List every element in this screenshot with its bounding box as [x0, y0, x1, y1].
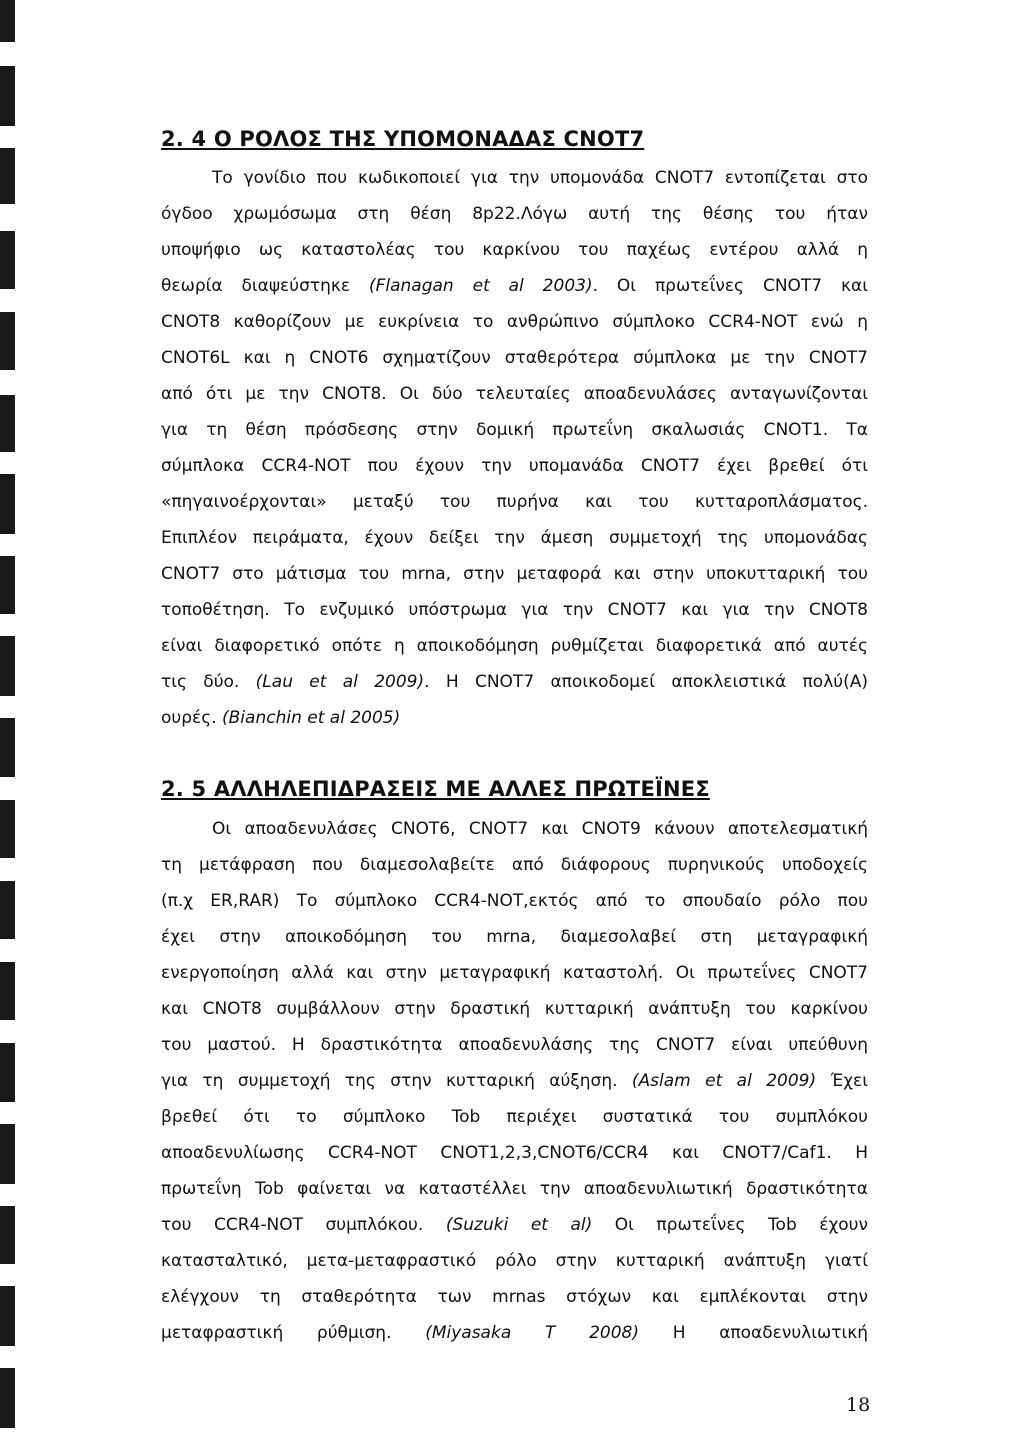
citation: (Flanagan et al 2003) — [368, 276, 593, 296]
paragraph-line: πρωτεΐνη Tob φαίνεται να καταστέλλει την αποαδενυλιωτική δραστικότητα — [161, 1179, 868, 1199]
binding-mark — [0, 1124, 15, 1184]
binding-mark — [0, 556, 15, 614]
paragraph-line: «πηγαινοέρχονται» μεταξύ του πυρήνα και του κυτταροπλάσματος. — [161, 492, 868, 512]
section-heading-cnot7: 2. 4 Ο ΡΟΛΟΣ ΤΗΣ ΥΠΟΜΟΝΑΔΑΣ CNOT7 — [161, 127, 645, 151]
paragraph-line: CNOT7 στο μάτισμα του mrna, στην μεταφορά και στην υποκυτταρική του — [161, 564, 868, 584]
paragraph-line: ουρές. (Bianchin et al 2005) — [161, 708, 401, 728]
paragraph-line: τοποθέτηση. Το ενζυμικό υπόστρωμα για την CNOT7 και για την CNOT8 — [161, 600, 868, 620]
binding-strip — [0, 0, 20, 1447]
paragraph-line: CNOT6L και η CNOT6 σχηματίζουν σταθερότερα σύμπλοκα με την CNOT7 — [161, 348, 868, 368]
binding-mark — [0, 1043, 15, 1102]
citation: (Lau et al 2009) — [255, 672, 425, 692]
paragraph-line: αποαδενυλίωσης CCR4-NOT CNOT1,2,3,CNOT6/CCR4 και CNOT7/Caf1. Η — [161, 1143, 868, 1163]
binding-mark — [0, 881, 15, 939]
binding-mark — [0, 636, 15, 696]
paragraph-line: (π.χ ER,RAR) Το σύμπλοκο CCR4-NOT,εκτός από το σπουδαίο ρόλο που — [161, 891, 868, 911]
paragraph-line: είναι διαφορετικό οπότε η αποικοδόμηση ρυθμίζεται διαφορετικά από αυτές — [161, 636, 868, 656]
binding-mark — [0, 395, 15, 452]
paragraph-line: για τη συμμετοχή της στην κυτταρική αύξηση. (Aslam et al 2009) Έχει — [161, 1071, 868, 1091]
paragraph-line: και CNOT8 συμβάλλουν στην δραστική κυτταρική ανάπτυξη του καρκίνου — [161, 999, 868, 1019]
binding-mark — [0, 1286, 15, 1346]
paragraph-line: έχει στην αποικοδόμηση του mrna, διαμεσολαβεί στη μεταγραφική — [161, 927, 868, 947]
binding-mark — [0, 1368, 15, 1428]
paragraph-line: από ότι με την CNOT8. Οι δύο τελευταίες αποαδενυλάσες ανταγωνίζονται — [161, 384, 868, 404]
paragraph-line: ενεργοποίηση αλλά και στην μεταγραφική καταστολή. Οι πρωτεΐνες CNOT7 — [161, 963, 868, 983]
binding-mark — [0, 800, 15, 858]
citation: (Miyasaka T 2008) — [425, 1323, 639, 1343]
paragraph-line: του μαστού. Η δραστικότητα αποαδενυλάσης της CNOT7 είναι υπεύθυνη — [161, 1035, 868, 1055]
paragraph-line: Το γονίδιο που κωδικοποιεί για την υπομονάδα CNOT7 εντοπίζεται στο — [212, 168, 868, 188]
paragraph-line: βρεθεί ότι το σύμπλοκο Tob περιέχει συστατικά του συμπλόκου — [161, 1107, 868, 1127]
citation: (Aslam et al 2009) — [631, 1071, 817, 1091]
citation: (Suzuki et al) — [445, 1215, 593, 1235]
paragraph-line: σύμπλοκα CCR4-NOT που έχουν την υπομανάδα CNOT7 έχει βρεθεί ότι — [161, 456, 868, 476]
binding-mark — [0, 474, 15, 534]
paragraph-line: τις δύο. (Lau et al 2009). Η CNOT7 αποικοδομεί αποκλειστικά πολύ(Α) — [161, 672, 868, 692]
binding-mark — [0, 231, 15, 289]
binding-mark — [0, 312, 15, 370]
binding-mark — [0, 962, 15, 1020]
paragraph-line: Επιπλέον πειράματα, έχουν δείξει την άμεση συμμετοχή της υπομονάδας — [161, 528, 868, 548]
paragraph-line: θεωρία διαψεύστηκε (Flanagan et al 2003). Οι πρωτεΐνες CNOT7 και — [161, 276, 868, 296]
paragraph-line: Οι αποαδενυλάσες CNOT6, CNOT7 και CNOT9 κάνουν αποτελεσματική — [212, 819, 868, 839]
binding-mark — [0, 148, 15, 204]
paragraph-line: υποψήφιο ως καταστολέας του καρκίνου του παχέως εντέρου αλλά η — [161, 240, 868, 260]
paragraph-line: CNOT8 καθορίζουν με ευκρίνεια το ανθρώπινο σύμπλοκο CCR4-NOT ενώ η — [161, 312, 868, 332]
paragraph-line: κατασταλτικό, μετα-μεταφραστικό ρόλο στην κυτταρική ανάπτυξη γιατί — [161, 1251, 868, 1271]
paragraph-line: μεταφραστική ρύθμιση. (Miyasaka T 2008) Η αποαδενυλιωτική — [161, 1323, 868, 1343]
paragraph-line: όγδοο χρωμόσωμα στη θέση 8p22.Λόγω αυτή της θέσης του ήταν — [161, 204, 868, 224]
binding-mark — [0, 1206, 15, 1264]
page-number: 18 — [846, 1394, 871, 1416]
paragraph-line: ελέγχουν τη σταθερότητα των mrnas στόχων και εμπλέκονται στην — [161, 1287, 868, 1307]
binding-mark — [0, 718, 15, 777]
section-heading-interactions: 2. 5 ΑΛΛΗΛΕΠΙΔΡΑΣΕΙΣ ΜΕ ΑΛΛΕΣ ΠΡΩΤΕΪΝΕΣ — [161, 777, 710, 801]
binding-mark — [0, 0, 15, 42]
binding-mark — [0, 66, 15, 126]
paragraph-line: του CCR4-NOT συμπλόκου. (Suzuki et al) Οι πρωτεΐνες Tob έχουν — [161, 1215, 869, 1235]
paragraph-line: για τη θέση πρόσδεσης στην δομική πρωτεΐνη σκαλωσιάς CNOT1. Τα — [161, 420, 868, 440]
paragraph-line: τη μετάφραση που διαμεσολαβείτε από διάφορους πυρηνικούς υποδοχείς — [161, 855, 868, 875]
citation: (Bianchin et al 2005) — [222, 708, 401, 728]
